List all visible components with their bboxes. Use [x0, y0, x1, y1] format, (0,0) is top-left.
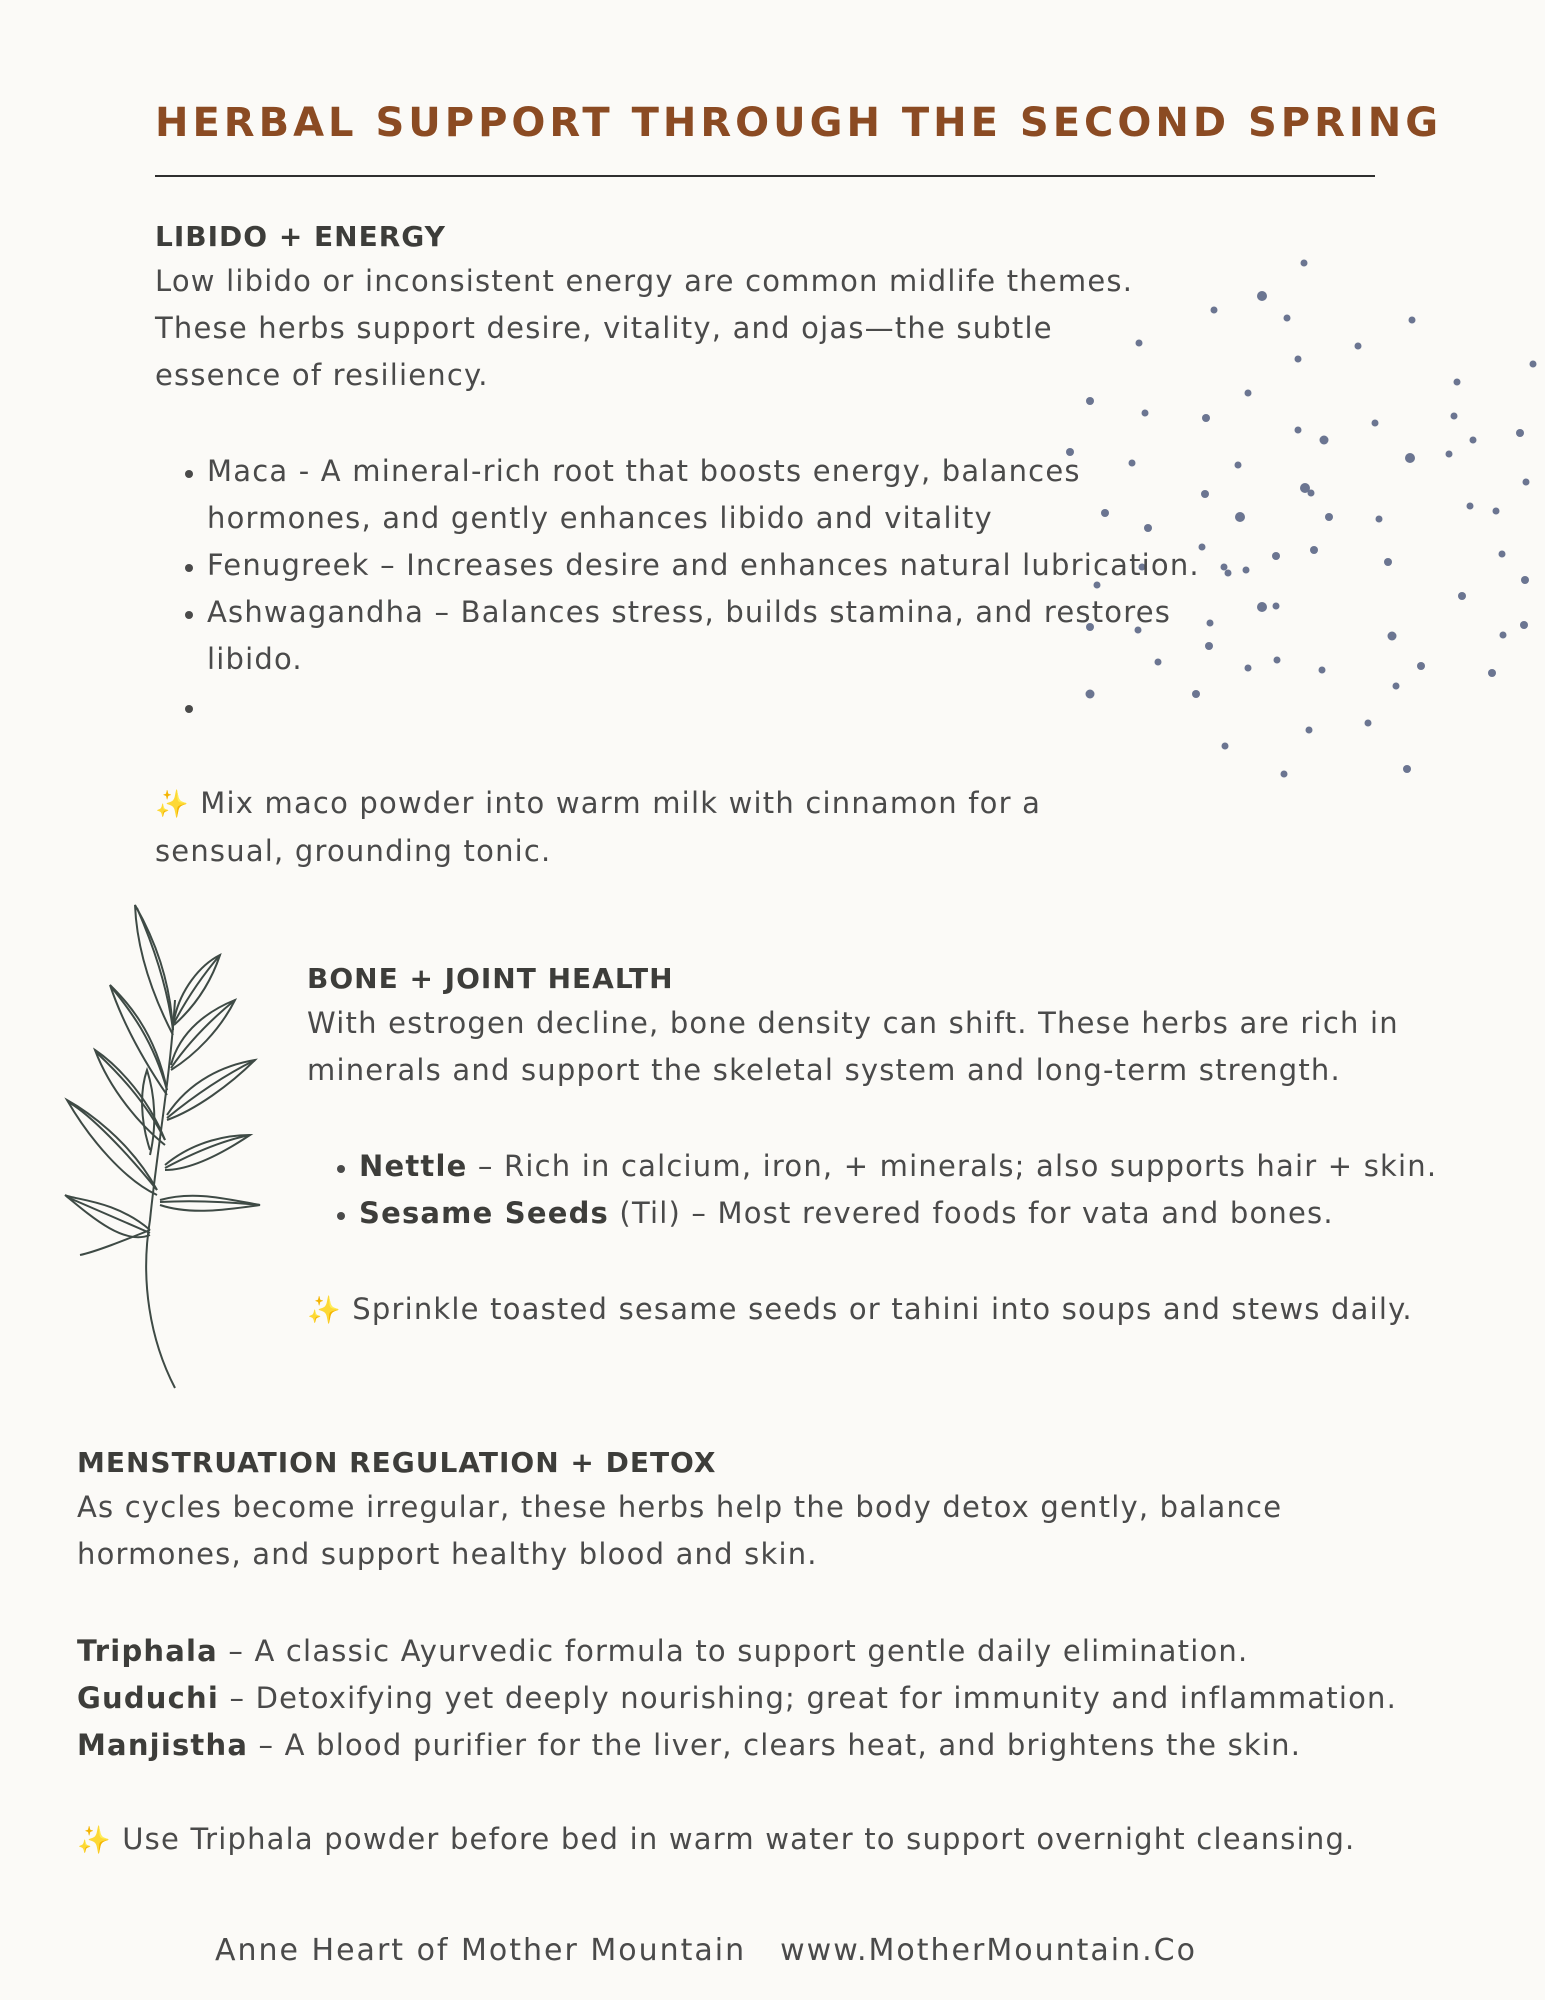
herb-line-triphala: [77, 1634, 1248, 1668]
footer-author: Anne Heart of Mother Mountain: [215, 1933, 747, 1968]
herb-desc: – Rich in calcium, iron, + minerals; also supports hair + skin.: [467, 1149, 1438, 1183]
herb-desc: – Most revered foods for vata and bones.: [681, 1196, 1334, 1230]
list-item: • Maca - A mineral-rich root that boosts energy, balances hormones, and gently enhances libido and vitality: [207, 448, 1207, 542]
footer-website-link[interactable]: www.MotherMountain.Co: [780, 1933, 1197, 1968]
herb-line-guduchi: [77, 1681, 1397, 1715]
list-item: • Fenugreek – Increases desire and enhances natural lubrication.: [207, 542, 1207, 589]
bone-herb-list: [307, 1143, 1539, 1237]
tip-text: Use Triphala powder before bed in warm water to support overnight cleansing.: [122, 1822, 1356, 1856]
section-heading-libido: LIBIDO + ENERGY: [155, 220, 446, 253]
section-intro-libido: Low libido or inconsistent energy are common midlife themes. These herbs support desire, vitality, and ojas—the subtle essence of resiliency.: [155, 264, 1134, 392]
herb-name: Guduchi: [77, 1681, 220, 1715]
section-intro-bone: With estrogen decline, bone density can shift. These herbs are rich in minerals and support the skeletal system and long-term strength.: [307, 1006, 1399, 1087]
herb-note: (Til): [609, 1196, 681, 1230]
list-item: [207, 683, 1207, 730]
sparkle-icon: ✨: [307, 1295, 342, 1326]
herb-line-manjistha: [77, 1728, 1301, 1762]
tip-libido: [155, 780, 1115, 875]
footer: [215, 1933, 1231, 1968]
leaf-sprig-icon: [55, 900, 275, 1390]
list-item: [359, 1190, 1539, 1237]
herb-name: Triphala: [77, 1634, 218, 1668]
section-heading-bone: BONE + JOINT HEALTH: [307, 962, 674, 995]
libido-herb-list: [155, 448, 1207, 730]
list-item: [359, 1143, 1539, 1190]
herb-name: Manjistha: [77, 1728, 249, 1762]
herb-desc: – A classic Ayurvedic formula to support gentle daily elimination.: [217, 1634, 1249, 1668]
list-item: • Ashwagandha – Balances stress, builds stamina, and restores libido.: [207, 589, 1207, 683]
section-heading-menstruation: MENSTRUATION REGULATION + DETOX: [77, 1446, 717, 1479]
section-intro-menstruation: As cycles become irregular, these herbs help the body detox gently, balance hormones, and support healthy blood and skin.: [77, 1490, 1283, 1571]
tip-menstruation: [77, 1816, 1477, 1864]
tip-bone: [307, 1286, 1507, 1334]
herb-desc: – Detoxifying yet deeply nourishing; great for immunity and inflammation.: [219, 1681, 1398, 1715]
tip-text: Sprinkle toasted sesame seeds or tahini into soups and stews daily.: [352, 1292, 1413, 1326]
sparkle-icon: ✨: [77, 1825, 112, 1856]
herb-name: Sesame Seeds: [359, 1196, 610, 1230]
title-divider: [155, 175, 1375, 177]
page-title: HERBAL SUPPORT THROUGH THE SECOND SPRING: [155, 100, 1443, 146]
herb-name: Nettle: [359, 1149, 468, 1183]
sparkle-icon: ✨: [155, 789, 190, 820]
herb-desc: – A blood purifier for the liver, clears heat, and brightens the skin.: [248, 1728, 1302, 1762]
tip-text: Mix maco powder into warm milk with cinnamon for a sensual, grounding tonic.: [155, 786, 1042, 868]
